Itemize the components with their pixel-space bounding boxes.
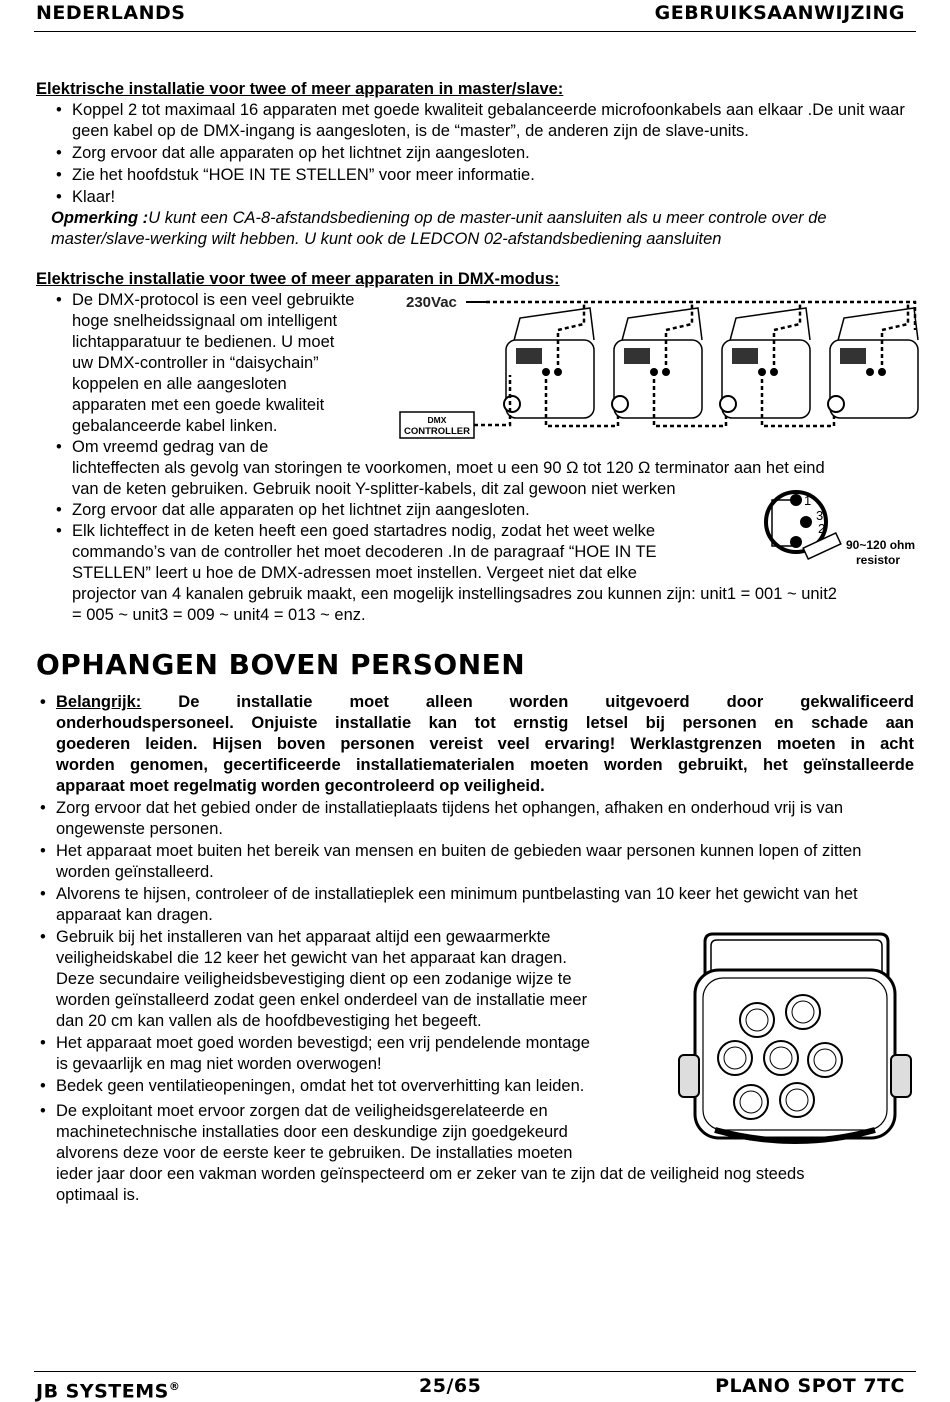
list-item: • Alvorens te hijsen, controleer of de installatieplek een minimum puntbelasting van 10 keer het gewicht van het apparaat kan dragen.	[24, 884, 914, 926]
text-span: De installatie moet alleen worden uitgevoerd door gekwalificeerd	[178, 693, 914, 711]
text-line: optimaal is.	[56, 1186, 140, 1204]
text-line: lichtapparatuur te bedienen. U moet	[72, 333, 335, 351]
controller-label-1: DMX	[427, 415, 447, 425]
text-line: commando’s van de controller het moet decoderen .In de paragraaf “HOE IN TE	[72, 543, 657, 561]
text-line: hoge snelheidssignaal om intelligent	[72, 312, 338, 330]
list-item: • Zorg ervoor dat het gebied onder de installatieplaats tijdens het ophangen, afhaken en onderhoud vrij is van ongewenste personen.	[24, 798, 914, 840]
text-line: • Het apparaat moet goed worden bevestigd; een vrij pendelende montage	[56, 1034, 590, 1052]
important-label: Belangrijk:	[56, 693, 142, 711]
pin2-label: 2	[818, 521, 826, 536]
pin3-label: 3	[816, 508, 824, 523]
led-lens	[780, 1083, 814, 1117]
right-knob	[891, 1055, 911, 1097]
footer-product: PLANO SPOT 7TC	[715, 1375, 905, 1397]
text-line: lichteffecten als gevolg van storingen te voorkomen, moet u een 90 Ω tot 120 Ω terminator aan het eind	[72, 459, 825, 477]
text-line: onderhoudspersoneel. Onjuiste installatie kan tot ernstig letsel bij personen en schade aan	[56, 714, 914, 732]
text-line: is gevaarlijk en mag niet worden overwogen!	[56, 1055, 382, 1073]
text-line: Deze secundaire veiligheidsbevestiging dient op een zodanige wijze te	[56, 970, 572, 988]
text-line: machinetechnische installaties door een deskundige zijn goedgekeurd	[56, 1123, 568, 1141]
header-rule	[34, 31, 916, 32]
resistor-label-2: resistor	[856, 553, 901, 567]
list-item: • Bedek geen ventilatieopeningen, omdat het tot oververhitting kan leiden.	[24, 1076, 914, 1097]
list-item: • Zorg ervoor dat alle apparaten op het lichtnet zijn aangesloten.	[40, 143, 916, 164]
led-lens	[734, 1085, 768, 1119]
text-line: • De exploitant moet ervoor zorgen dat de veiligheidsgerelateerde en	[56, 1102, 548, 1120]
xlr-terminator-diagram	[760, 480, 930, 580]
list-item: • Koppel 2 tot maximaal 16 apparaten met goede kwaliteit gebalanceerde microfoonkabels aan elkaar .De unit waar geen kabel op de DMX-ingang is aangesloten, is de “master”, de anderen zijn de slave-units.	[40, 100, 916, 142]
led-lens	[808, 1043, 842, 1077]
text-line: projector van 4 kanalen gebruik maakt, een mogelijk instellingsadres zou kunnen zijn: unit1 = 001 ~ unit2	[72, 585, 837, 603]
header-language: NEDERLANDS	[36, 2, 186, 24]
text-line: • Elk lichteffect in de keten heeft een goed startadres nodig, zodat het weet welke	[72, 522, 656, 540]
text-line: STELLEN” leert u hoe de DMX-adressen moet instellen. Vergeet niet dat elke	[72, 564, 637, 582]
suspension-title: OPHANGEN BOVEN PERSONEN	[36, 648, 526, 681]
text-line: van de keten gebruiken. Gebruik nooit Y-splitter-kabels, dit zal gewoon niet werken	[72, 480, 676, 498]
led-lens	[718, 1041, 752, 1075]
header-title: GEBRUIKSAANWIJZING	[654, 2, 905, 24]
fixture-units	[504, 302, 918, 426]
text-line: goederen leiden. Hijsen boven personen vereist veel ervaring! Werklastgrenzen moeten in acht	[56, 735, 914, 753]
led-lens	[764, 1041, 798, 1075]
fixture-unit-knob	[720, 396, 736, 412]
left-knob	[679, 1055, 699, 1097]
footer-rule	[34, 1371, 916, 1372]
pin1-label: 1	[804, 493, 812, 508]
fixture-unit-display	[732, 348, 758, 364]
text-line: apparaat moet regelmatig worden gecontroleerd op veiligheid.	[56, 777, 545, 795]
brand-name: JB SYSTEMS	[36, 1380, 169, 1402]
pin3-dot	[800, 516, 812, 528]
fixture-unit-knob	[828, 396, 844, 412]
text-line: • De DMX-protocol is een veel gebruikte	[72, 291, 355, 309]
fixture-unit-display	[624, 348, 650, 364]
master-slave-title: Elektrische installatie voor twee of meer apparaten in master/slave:	[36, 80, 564, 98]
text-line: worden geïnstalleerd zodat geen enkel onderdeel van de installatie meer	[56, 991, 588, 1009]
fixture-unit-knob	[612, 396, 628, 412]
text-line: koppelen en alle aangesloten	[72, 375, 287, 393]
text-line: gebalanceerde kabel linken.	[72, 417, 278, 435]
list-item: • Zie het hoofdstuk “HOE IN TE STELLEN” voor meer informatie.	[40, 165, 916, 186]
list-item	[24, 692, 914, 797]
text-line: veiligheidskabel die 12 keer het gewicht van het apparaat kan dragen.	[56, 949, 567, 967]
text-line: alvorens deze voor de eerste keer te gebruiken. De installaties moeten	[56, 1144, 573, 1162]
fixture-illustration	[675, 930, 920, 1155]
registered-mark: ®	[168, 1380, 181, 1393]
text-line: = 005 ~ unit3 = 009 ~ unit4 = 013 ~ enz.	[72, 606, 366, 624]
fixture-unit-knob	[504, 396, 520, 412]
fixture-unit-display	[516, 348, 542, 364]
text-line: apparaten met een goede kwaliteit	[72, 396, 325, 414]
text-line: • Gebruik bij het installeren van het apparaat altijd een gewaarmerkte	[56, 928, 551, 946]
led-lens	[740, 1003, 774, 1037]
note-text: U kunt een CA-8-afstandsbediening op de master-unit aansluiten als u meer controle over de master/slave-werking wilt hebben. U kunt ook de LEDCON 02-afstandsbediening aansluiten	[51, 209, 827, 248]
resistor-label-1: 90~120 ohm	[846, 538, 916, 552]
led-lens	[786, 995, 820, 1029]
fixture-unit-display	[840, 348, 866, 364]
text-line: • Om vreemd gedrag van de	[72, 438, 269, 456]
note-label: Opmerking :	[51, 209, 149, 227]
text-line: uw DMX-controller in “daisychain”	[72, 354, 319, 372]
list-item: • Klaar!	[40, 187, 916, 208]
list-item: • Zorg ervoor dat alle apparaten op het lichtnet zijn aangesloten.	[40, 500, 920, 521]
text-line: ieder jaar door een vakman worden geïnspecteerd om er zeker van te zijn dat de veiligheid nog steeds	[56, 1165, 805, 1183]
dmx-chain-diagram	[390, 290, 925, 440]
note	[36, 208, 916, 250]
power-label: 230Vac	[406, 294, 457, 311]
footer-brand	[36, 1376, 180, 1402]
list-item: • Het apparaat moet buiten het bereik van mensen en buiten de gebieden waar personen kunnen lopen of zitten worden geïnstalleerd.	[24, 841, 914, 883]
dmx-title: Elektrische installatie voor twee of meer apparaten in DMX-modus:	[36, 270, 560, 288]
fixture-unit-socket	[866, 368, 874, 376]
text-line	[56, 692, 914, 713]
text-line: worden genomen, gecertificeerde installatiematerialen moeten worden gebruikt, het geïnstalleerde	[56, 756, 914, 774]
footer-page: 25/65	[419, 1375, 482, 1397]
master-slave-section	[36, 79, 916, 250]
controller-label-2: CONTROLLER	[404, 426, 470, 437]
text-line: dan 20 cm kan vallen als de hoofdbevestiging het begeeft.	[56, 1012, 482, 1030]
